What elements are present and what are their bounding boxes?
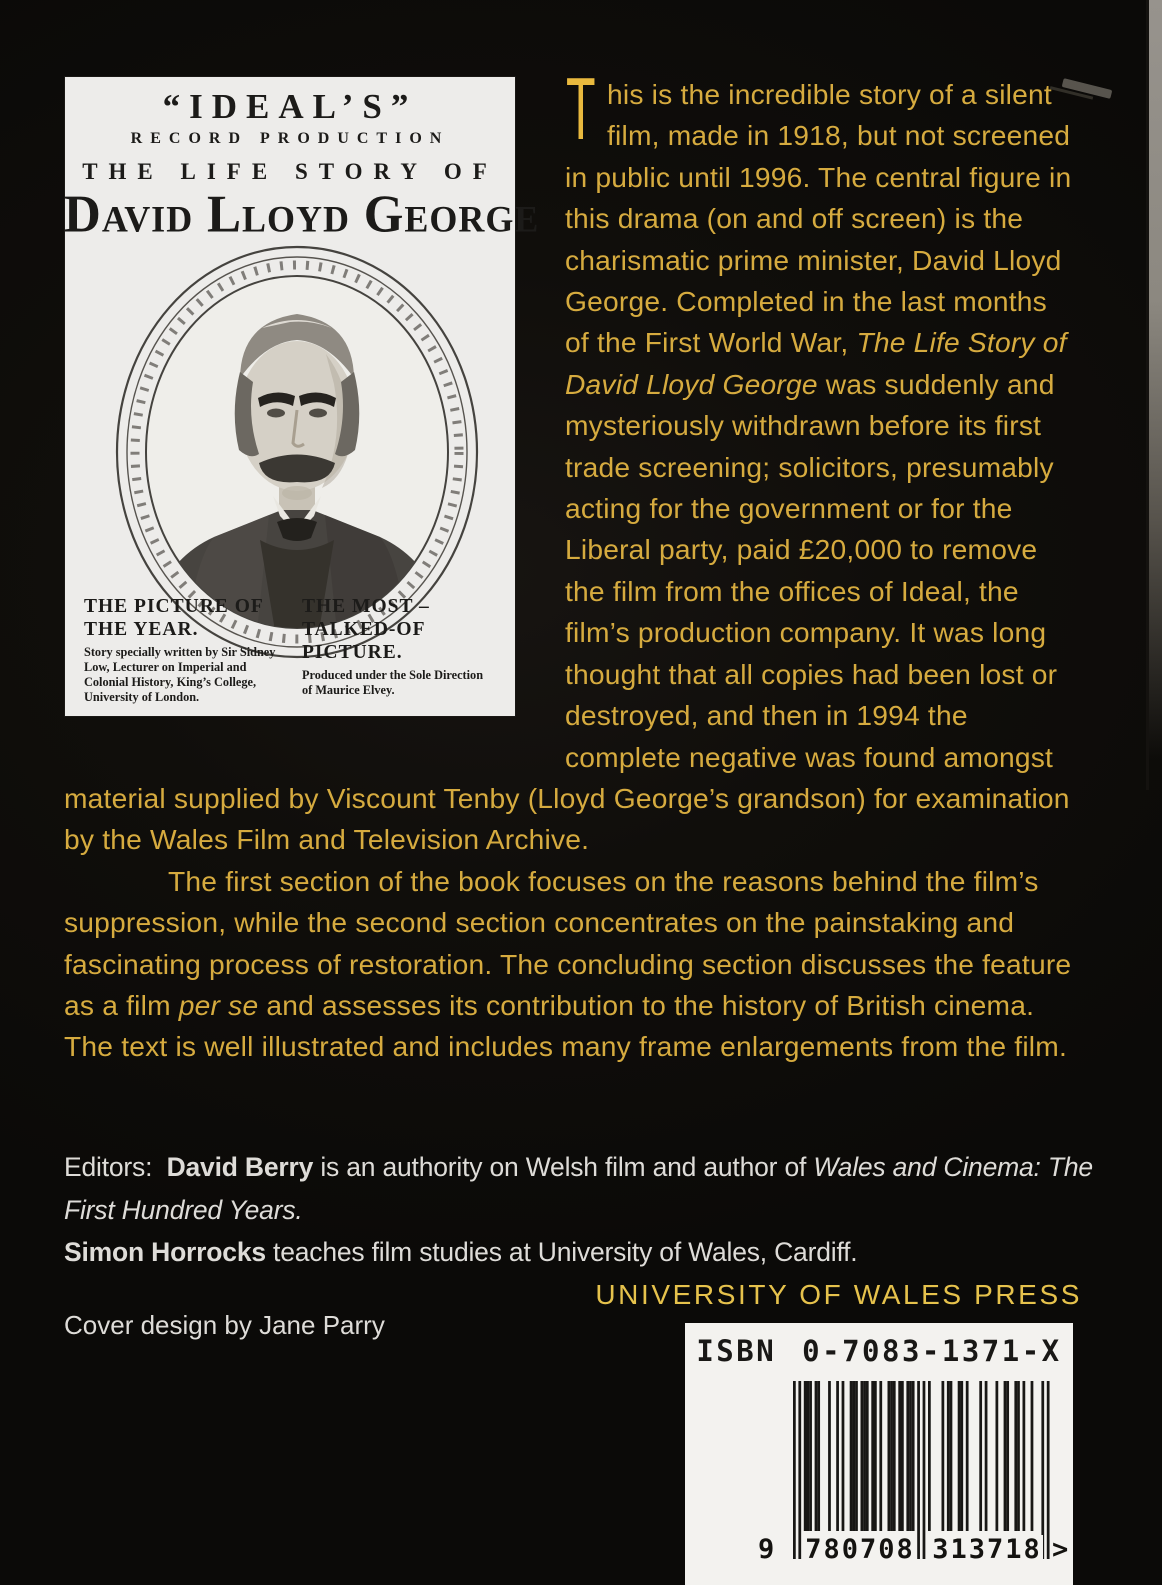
barcode <box>758 1381 1069 1581</box>
caption-right-body: Produced under the Sole Direction of Maurice Elvey. <box>302 668 484 697</box>
ean-digits-right: 313718 <box>932 1534 1042 1565</box>
editors-line-2: Simon Horrocks teaches film studies at University of Wales, Cardiff. <box>64 1237 858 1267</box>
poster-caption-left <box>84 595 278 705</box>
caption-left-title: THE PICTURE OF THE YEAR. <box>84 596 264 640</box>
editors-section <box>64 1146 1094 1274</box>
blurb-paragraph-1: This is the incredible story of a silent film, made in 1918, but not screened in public until 1996. The central figure in this drama (on and off screen) is the charismatic prime minister, David Lloyd George. Completed in the last months of the First World War, The Life Story of David Lloyd George was suddenly and mysteriously withdrawn before its first trade screening; solicitors, presumably acting for the government or for the Liberal party, paid £20,000 to remove the film from the offices of Ideal, the film’s production company. It was long thought that all copies had been lost or destroyed, and then in 1994 the complete negative was found amongst material supplied by Viscount Tenby (Lloyd George’s grandson) for examination by the Wales Film and Television Archive. <box>64 59 1072 856</box>
drop-cap: T <box>566 59 596 158</box>
ean-end-marker: > <box>1052 1534 1069 1565</box>
isbn-row <box>685 1334 1073 1368</box>
film-poster <box>64 76 540 717</box>
poster-studio-name: “IDEAL’S” <box>162 87 418 126</box>
blurb-section <box>64 59 1075 1068</box>
poster-subheader: RECORD PRODUCTION <box>130 130 450 147</box>
poster-series-line: THE LIFE STORY OF <box>82 159 498 184</box>
ean-digits-left: 780708 <box>805 1534 915 1565</box>
publisher-block <box>595 1279 1082 1585</box>
publisher-name: UNIVERSITY OF WALES PRESS <box>595 1279 1082 1310</box>
isbn-label: ISBN <box>696 1334 777 1368</box>
isbn-number: 0-7083-1371-X <box>802 1334 1062 1368</box>
page-edge-highlight <box>1146 0 1162 790</box>
poster-caption-right <box>302 595 496 705</box>
poster-title: David Lloyd George <box>64 185 540 245</box>
ean-digit-first: 9 <box>758 1534 775 1565</box>
blurb-paragraph-2: The first section of the book focuses on the reasons behind the film’s suppression, while the second section concentrates on the painstaking and fascinating process of restoration. The concluding section discusses the feature as a film per se and assesses its contribution to the history of British cinema. The text is well illustrated and includes many frame enlargements from the film. <box>64 864 1072 1063</box>
poster-captions <box>64 595 516 705</box>
caption-right-title: THE MOST – TALKED-OF PICTURE. <box>302 596 430 663</box>
caption-left-body: Story specially written by Sir Sidney Low, Lecturer on Imperial and Colonial History, King’s College, University of London. <box>84 645 276 704</box>
editors-line-1: Editors: David Berry is an authority on Welsh film and author of Wales and Cinema: The First Hundred Years. <box>64 1152 1093 1225</box>
cover-design-credit: Cover design by Jane Parry <box>64 1310 385 1340</box>
isbn-box <box>685 1323 1073 1585</box>
